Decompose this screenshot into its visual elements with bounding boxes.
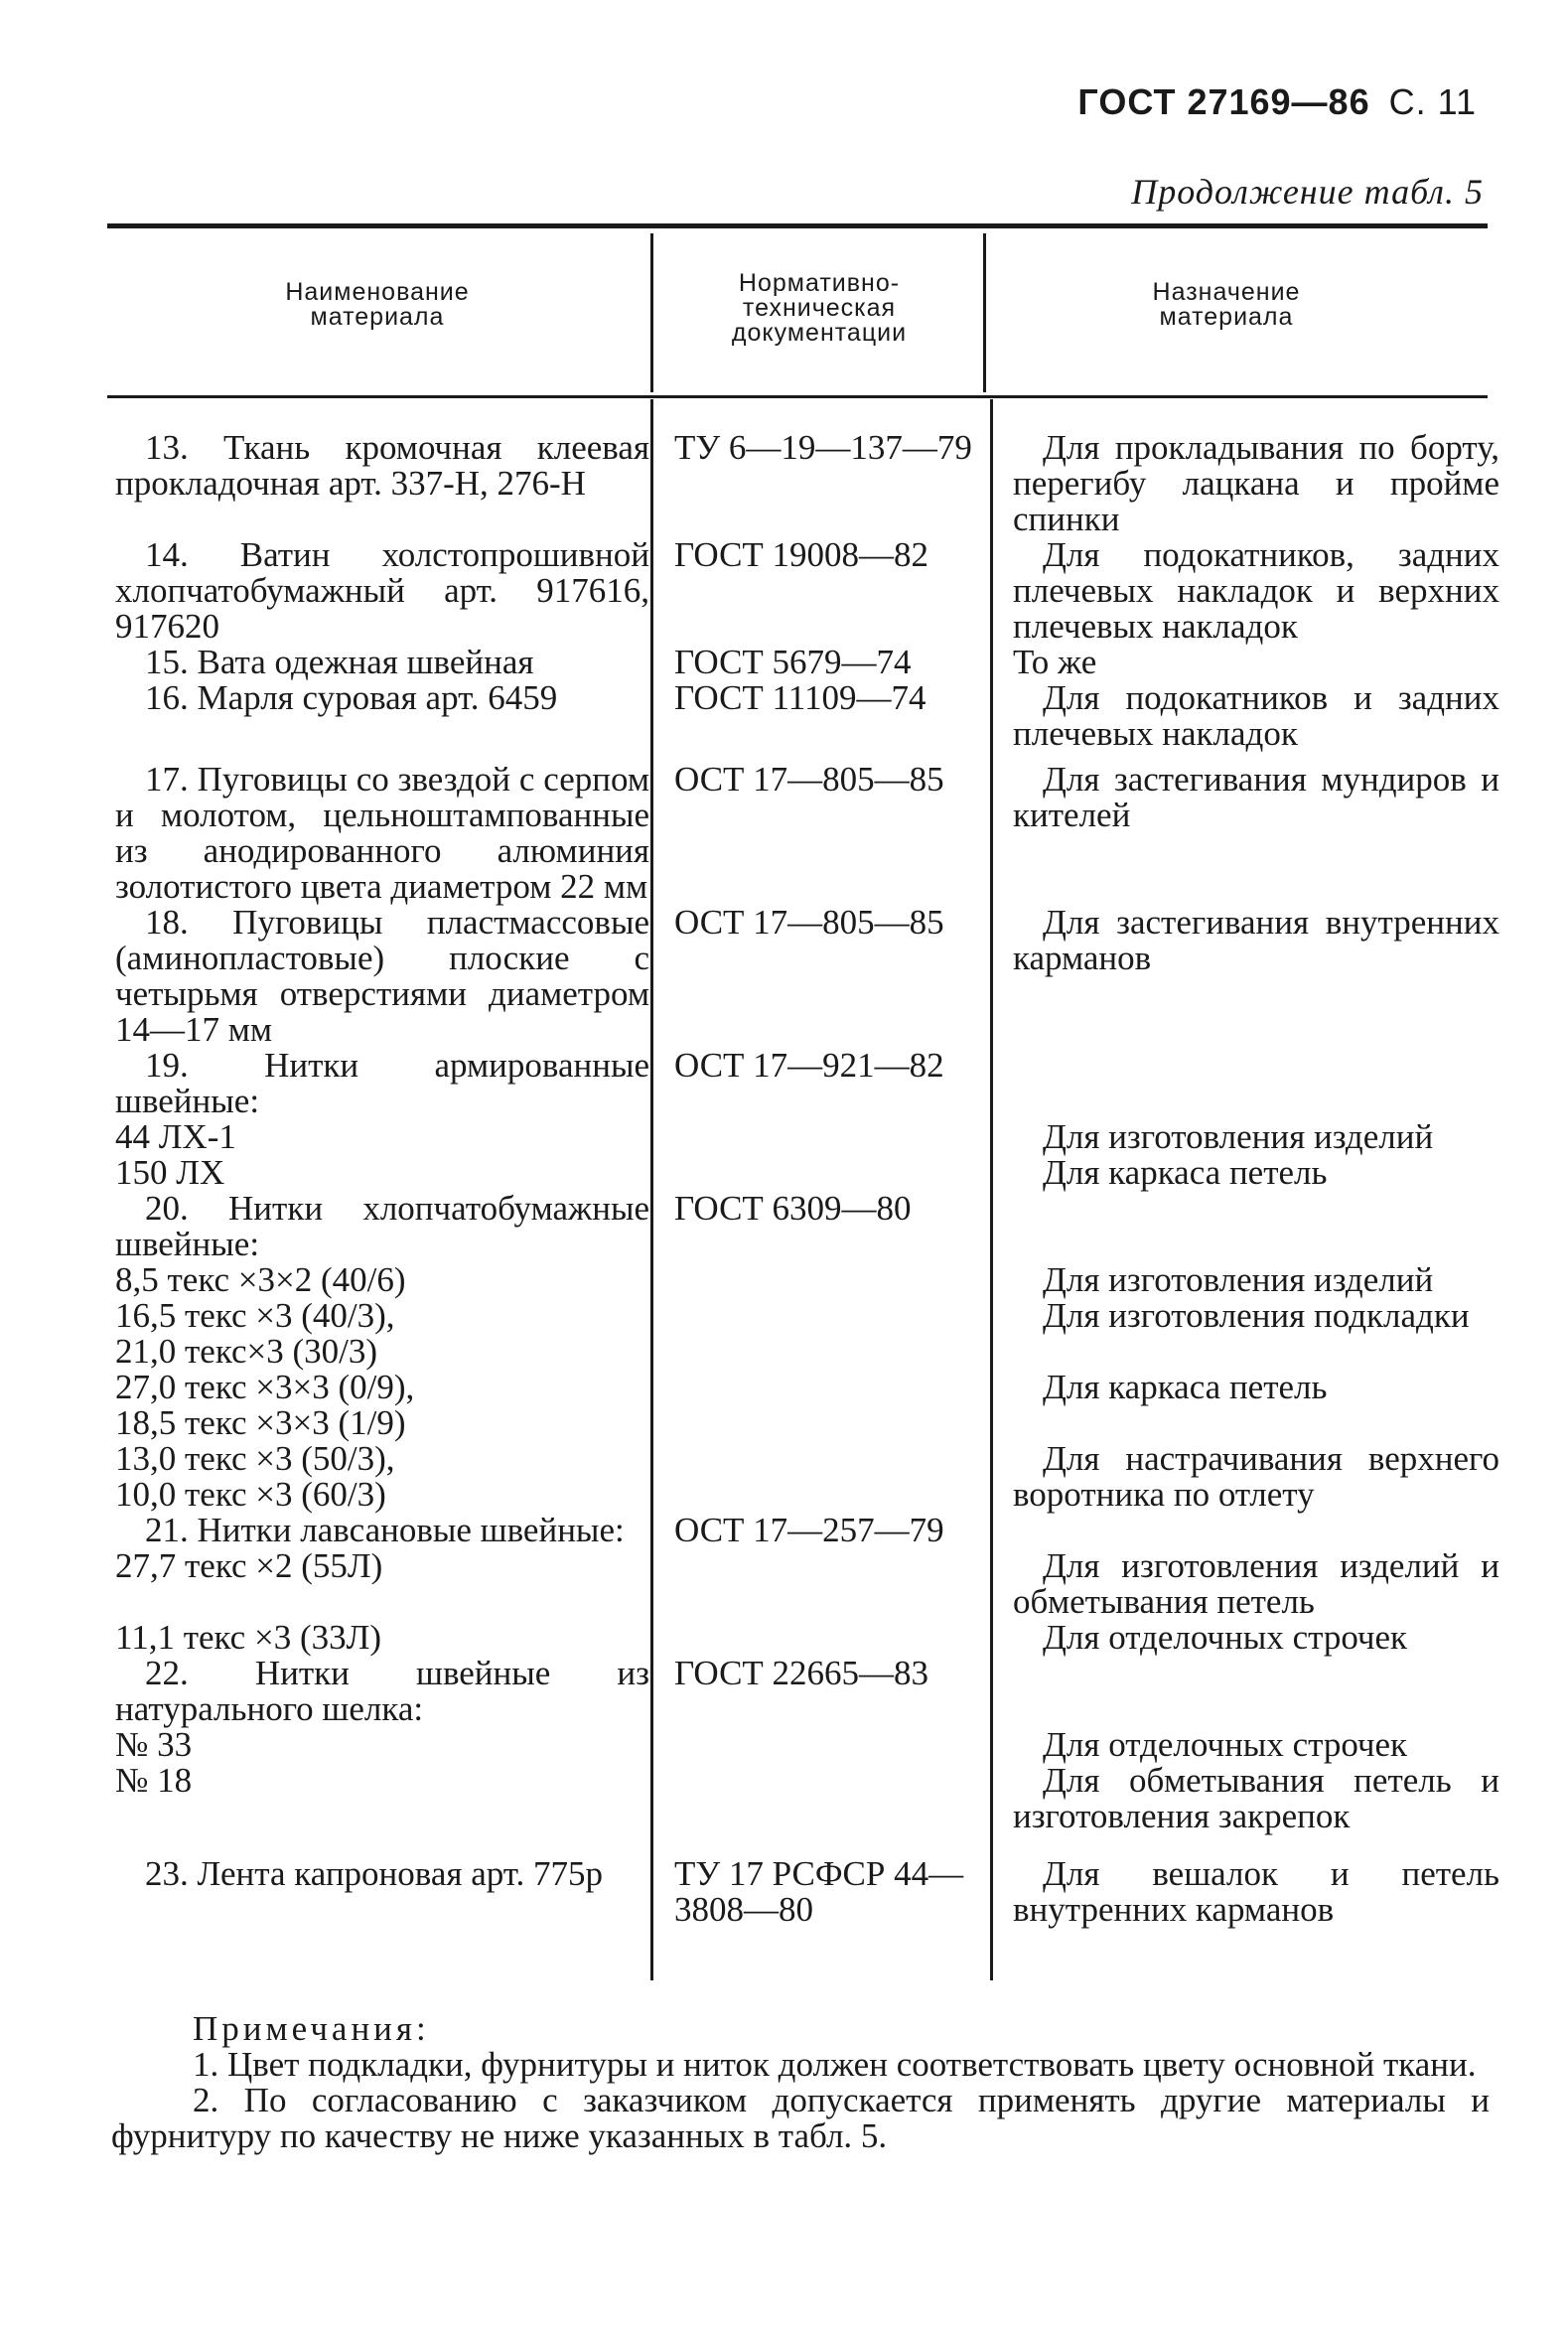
standard-number: ГОСТ 27169—86 (1077, 81, 1370, 122)
material-purpose: Для застегивания мундиров и кителей (1013, 760, 1499, 834)
material-name: 150 ЛХ (115, 1153, 225, 1192)
table-row (109, 1763, 1499, 1856)
material-purpose: Для каркаса петель (1043, 1153, 1328, 1192)
document-ref: ТУ 17 РСФСР 44—3808—80 (674, 1854, 964, 1929)
material-purpose: Для изготовления изделий и обметывания петель (1013, 1546, 1499, 1621)
material-purpose: Для изготовления подкладки (1043, 1296, 1470, 1335)
table-row (109, 680, 1499, 762)
column-header-purpose: Назначение материала (1152, 278, 1301, 331)
table-row (109, 1048, 1499, 1119)
document-ref: ТУ 6—19—137—79 (674, 428, 972, 467)
document-ref: ОСТ 17—805—85 (674, 903, 944, 942)
document-ref (654, 1441, 997, 1513)
table-row (109, 762, 1499, 905)
document-ref: ОСТ 17—257—79 (674, 1511, 944, 1549)
document-ref (654, 1262, 997, 1298)
material-purpose: Для подокатников и задних плечевых накладок (1013, 678, 1499, 753)
notes-title: Примечания: (193, 2009, 430, 2048)
material-purpose: То же (1013, 643, 1097, 681)
document-ref (654, 1620, 997, 1656)
material-purpose: Для обметывания петель и изготовления закрепок (1013, 1761, 1499, 1835)
table-row (109, 1370, 1499, 1441)
note-item: 1. Цвет подкладки, фурнитуры и ниток должен соответствовать цвету основной ткани. (193, 2045, 1477, 2084)
document-ref: ОСТ 17—921—82 (674, 1046, 944, 1085)
column-divider (650, 233, 653, 392)
material-name: 22. Нитки швейные из натурального шелка: (115, 1654, 649, 1728)
page-header (1077, 81, 1477, 123)
material-name: 21. Нитки лавсановые швейные: (145, 1511, 625, 1549)
material-name: 44 ЛХ-1 (115, 1117, 236, 1156)
document-ref: ГОСТ 5679—74 (674, 643, 912, 681)
material-name-line: 13,0 текс ×3 (50/3), (115, 1439, 395, 1478)
document-ref (654, 1298, 997, 1370)
material-purpose (997, 1513, 1499, 1548)
note-item: 2. По согласованию с заказчиком допускается применять другие материалы и фурнитуру по качеству не ниже указанных в табл. 5. (111, 2081, 1490, 2155)
document-ref: ГОСТ 6309—80 (674, 1189, 912, 1228)
table-row (109, 1513, 1499, 1548)
material-purpose: Для прокладывания по борту, перегибу лацкана и пройме спинки (1013, 428, 1499, 538)
material-purpose: Для отделочных строчек (1043, 1618, 1408, 1657)
document-ref: ОСТ 17—805—85 (674, 760, 944, 799)
material-purpose: Для отделочных строчек (1043, 1725, 1408, 1764)
material-name-line: 18,5 текс ×3×3 (1/9) (115, 1403, 406, 1442)
table-header-rule (107, 395, 1488, 398)
material-name: 23. Лента капроновая арт. 775р (145, 1854, 603, 1893)
page-number: С. 11 (1388, 81, 1477, 122)
table-row (109, 905, 1499, 1048)
material-name: 19. Нитки армированные швейные: (115, 1046, 649, 1120)
table-row (109, 1155, 1499, 1191)
table-row (109, 1620, 1499, 1656)
table-row (109, 1856, 1499, 1928)
material-purpose: Для застегивания внутренних карманов (1013, 903, 1499, 977)
material-name (109, 1441, 654, 1513)
material-purpose: Для настрачивания верхнего воротника по отлету (1013, 1439, 1499, 1514)
column-divider (983, 233, 986, 392)
table-row (109, 1656, 1499, 1727)
table-row (109, 1548, 1499, 1620)
table-row (109, 1298, 1499, 1370)
material-purpose (997, 1048, 1499, 1119)
table-row (109, 1441, 1499, 1513)
material-name: 8,5 текс ×3×2 (40/6) (115, 1260, 406, 1299)
document-ref: ГОСТ 11109—74 (674, 678, 927, 717)
material-name: 14. Ватин холстопрошивной хлопчатобумажный арт. 917616, 917620 (115, 535, 649, 646)
material-name: 13. Ткань кромочная клеевая прокладочная арт. 337-Н, 276-Н (115, 428, 649, 503)
document-ref (654, 1119, 997, 1155)
material-purpose: Для каркаса петель (1043, 1368, 1328, 1406)
table-row (109, 430, 1499, 537)
table-top-rule (107, 223, 1488, 228)
material-name: 20. Нитки хлопчатобумажные швейные: (115, 1189, 649, 1263)
material-name-line: 27,0 текс ×3×3 (0/9), (115, 1368, 415, 1406)
document-ref (654, 1548, 997, 1620)
material-name (109, 1370, 654, 1441)
table-row (109, 1191, 1499, 1262)
table-continuation-caption: Продолжение табл. 5 (1131, 172, 1484, 212)
table-row (109, 645, 1499, 680)
material-name: 11,1 текс ×3 (33Л) (115, 1618, 381, 1657)
material-purpose: Для изготовления изделий (1043, 1260, 1434, 1299)
table-row (109, 537, 1499, 645)
document-ref (654, 1155, 997, 1191)
table-row (109, 1119, 1499, 1155)
table-notes (111, 2011, 1490, 2154)
material-name: 15. Вата одежная швейная (145, 643, 534, 681)
document-ref (654, 1727, 997, 1763)
material-name (109, 1298, 654, 1370)
material-name: 27,7 текс ×2 (55Л) (115, 1546, 383, 1585)
table-row (109, 1727, 1499, 1763)
table-row (109, 1262, 1499, 1298)
material-purpose: Для изготовления изделий (1043, 1117, 1434, 1156)
document-ref: ГОСТ 22665—83 (674, 1654, 929, 1692)
document-ref (654, 1370, 997, 1441)
materials-table (109, 430, 1499, 1928)
document-ref: ГОСТ 19008—82 (674, 535, 929, 574)
column-header-documentation: Нормативно-техническая документации (731, 269, 908, 347)
material-name: 18. Пуговицы пластмассовые (аминопластовые) плоские с четырьмя отверстиями диаметром 14—17 мм (115, 903, 649, 1049)
column-header-material: Наименование материала (285, 278, 470, 331)
material-purpose (997, 1656, 1499, 1727)
material-name-line: 21,0 текс×3 (30/3) (115, 1332, 378, 1371)
material-name: № 33 (115, 1725, 193, 1764)
material-purpose: Для подокатников, задних плечевых накладок и верхних плечевых накладок (1013, 535, 1499, 646)
material-name: № 18 (115, 1761, 193, 1800)
material-name: 17. Пуговицы со звездой с серпом и молотом, цельноштампованные из анодированного алюминия золотистого цвета диаметром 22 мм (115, 760, 649, 906)
material-name-line: 10,0 текс ×3 (60/3) (115, 1475, 386, 1514)
material-name-line: 16,5 текс ×3 (40/3), (115, 1296, 395, 1335)
material-name: 16. Марля суровая арт. 6459 (145, 678, 558, 717)
material-purpose: Для вешалок и петель внутренних карманов (1013, 1854, 1499, 1929)
document-ref (654, 1763, 997, 1856)
material-purpose (997, 1191, 1499, 1262)
